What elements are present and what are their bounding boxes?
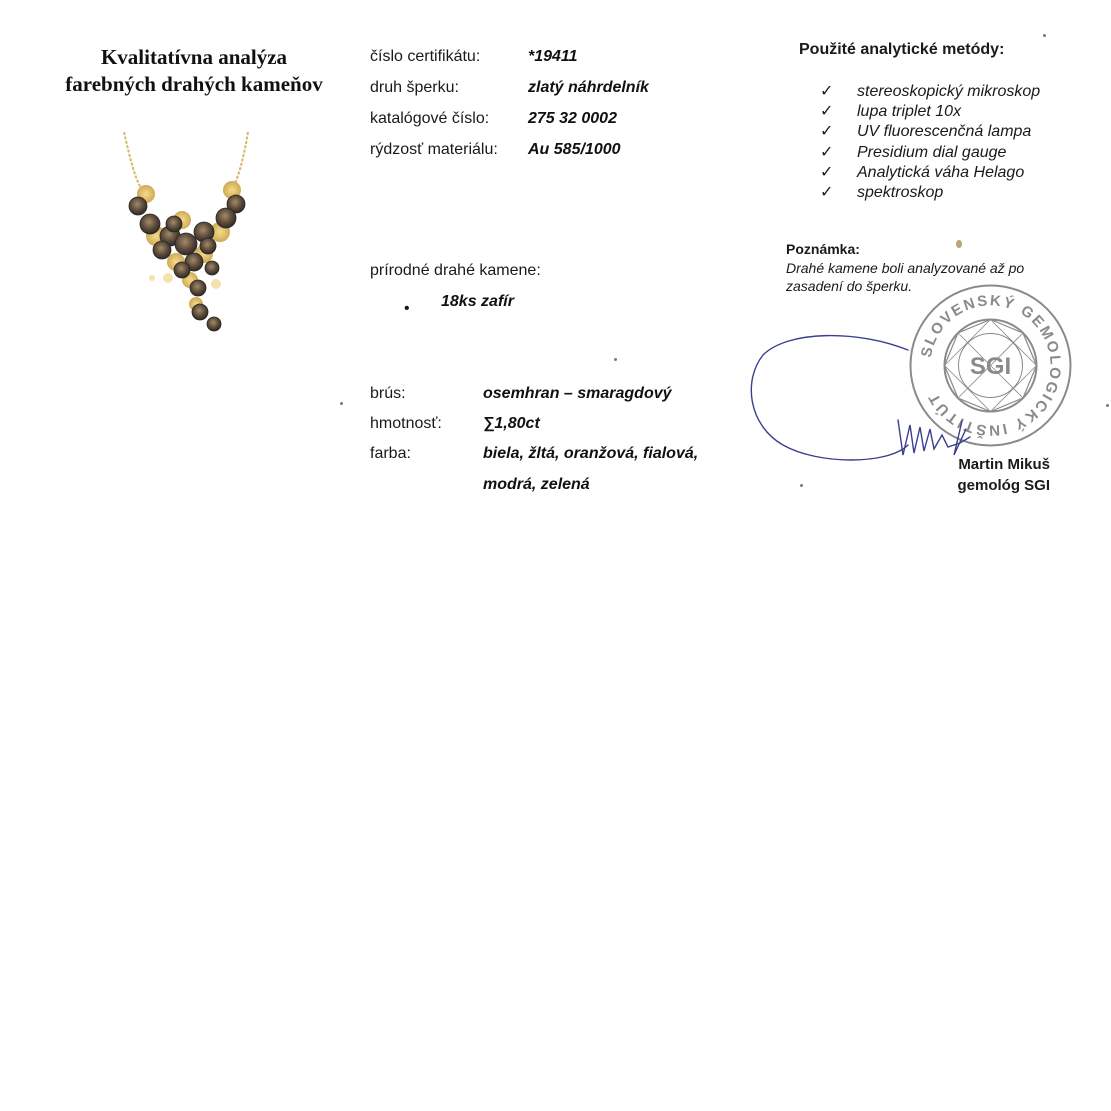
signer-role: gemológ SGI [957, 477, 1050, 494]
certificate-number-label: číslo certifikátu: [370, 48, 481, 65]
method-item [820, 162, 1024, 182]
certificate-number-value: *19411 [528, 48, 578, 65]
weight-label: hmotnosť: [370, 415, 442, 432]
signer-name: Martin Mikuš [958, 456, 1050, 473]
note-text: Drahé kamene boli analyzované až po zasadení do šperku. [786, 260, 1025, 294]
scan-speck [1043, 34, 1046, 37]
color-value-line1: biela, žltá, oranžová, fialová, [483, 445, 699, 462]
checkmark-icon: ✓ [820, 123, 834, 140]
method-label: spektroskop [857, 184, 944, 201]
jewelry-type-label: druh šperku: [370, 79, 459, 96]
method-item [820, 101, 961, 121]
stones-heading: prírodné drahé kamene: [370, 262, 541, 279]
cut-label: brús: [370, 385, 406, 402]
method-item [820, 81, 1040, 101]
scan-speck [614, 358, 617, 361]
signature-scribble [748, 325, 1018, 475]
jewelry-type-value: zlatý náhrdelník [528, 79, 649, 96]
scan-speck [800, 484, 803, 487]
checkmark-icon: ✓ [820, 83, 834, 100]
methods-heading: Použité analytické metódy: [799, 41, 1005, 58]
catalog-number-label: katalógové číslo: [370, 110, 490, 127]
weight-value: ∑1,80ct [483, 415, 540, 432]
cut-value: osemhran – smaragdový [483, 385, 672, 402]
method-label: UV fluorescenčná lampa [857, 123, 1032, 140]
checkmark-icon: ✓ [820, 184, 834, 201]
note-heading: Poznámka: [786, 241, 860, 257]
method-label: Presidium dial gauge [857, 144, 1007, 161]
catalog-number-value: 275 32 0002 [528, 110, 617, 127]
stamp-ring-text: SLOVENSKÝ GEMOLOGICKÝ INŠTITÚT [918, 292, 1064, 439]
method-label: Analytická váha Helago [857, 164, 1025, 181]
necklace-photo [112, 128, 262, 338]
scan-speck [1106, 404, 1109, 407]
title-line-1: Kvalitatívna analýza [100, 45, 288, 69]
method-item [820, 121, 1031, 141]
material-purity-label: rýdzosť materiálu: [370, 141, 498, 158]
checkmark-icon: ✓ [820, 164, 834, 181]
material-purity-value: Au 585/1000 [528, 141, 621, 158]
method-label: lupa triplet 10x [857, 103, 962, 120]
checkmark-icon: ✓ [820, 144, 834, 161]
color-value-line2: modrá, zelená [483, 476, 590, 493]
stones-item: 18ks zafír [441, 293, 514, 310]
bullet-icon: • [404, 300, 410, 317]
method-item [820, 182, 943, 202]
title-line-2: farebných drahých kameňov [65, 72, 323, 96]
method-label: stereoskopický mikroskop [857, 83, 1041, 100]
color-label: farba: [370, 445, 411, 462]
method-item [820, 142, 1006, 162]
scan-speck [956, 240, 962, 248]
scan-speck [340, 402, 343, 405]
checkmark-icon: ✓ [820, 103, 834, 120]
stamp-center-text: SGI [969, 353, 1012, 380]
document-title [44, 44, 344, 98]
